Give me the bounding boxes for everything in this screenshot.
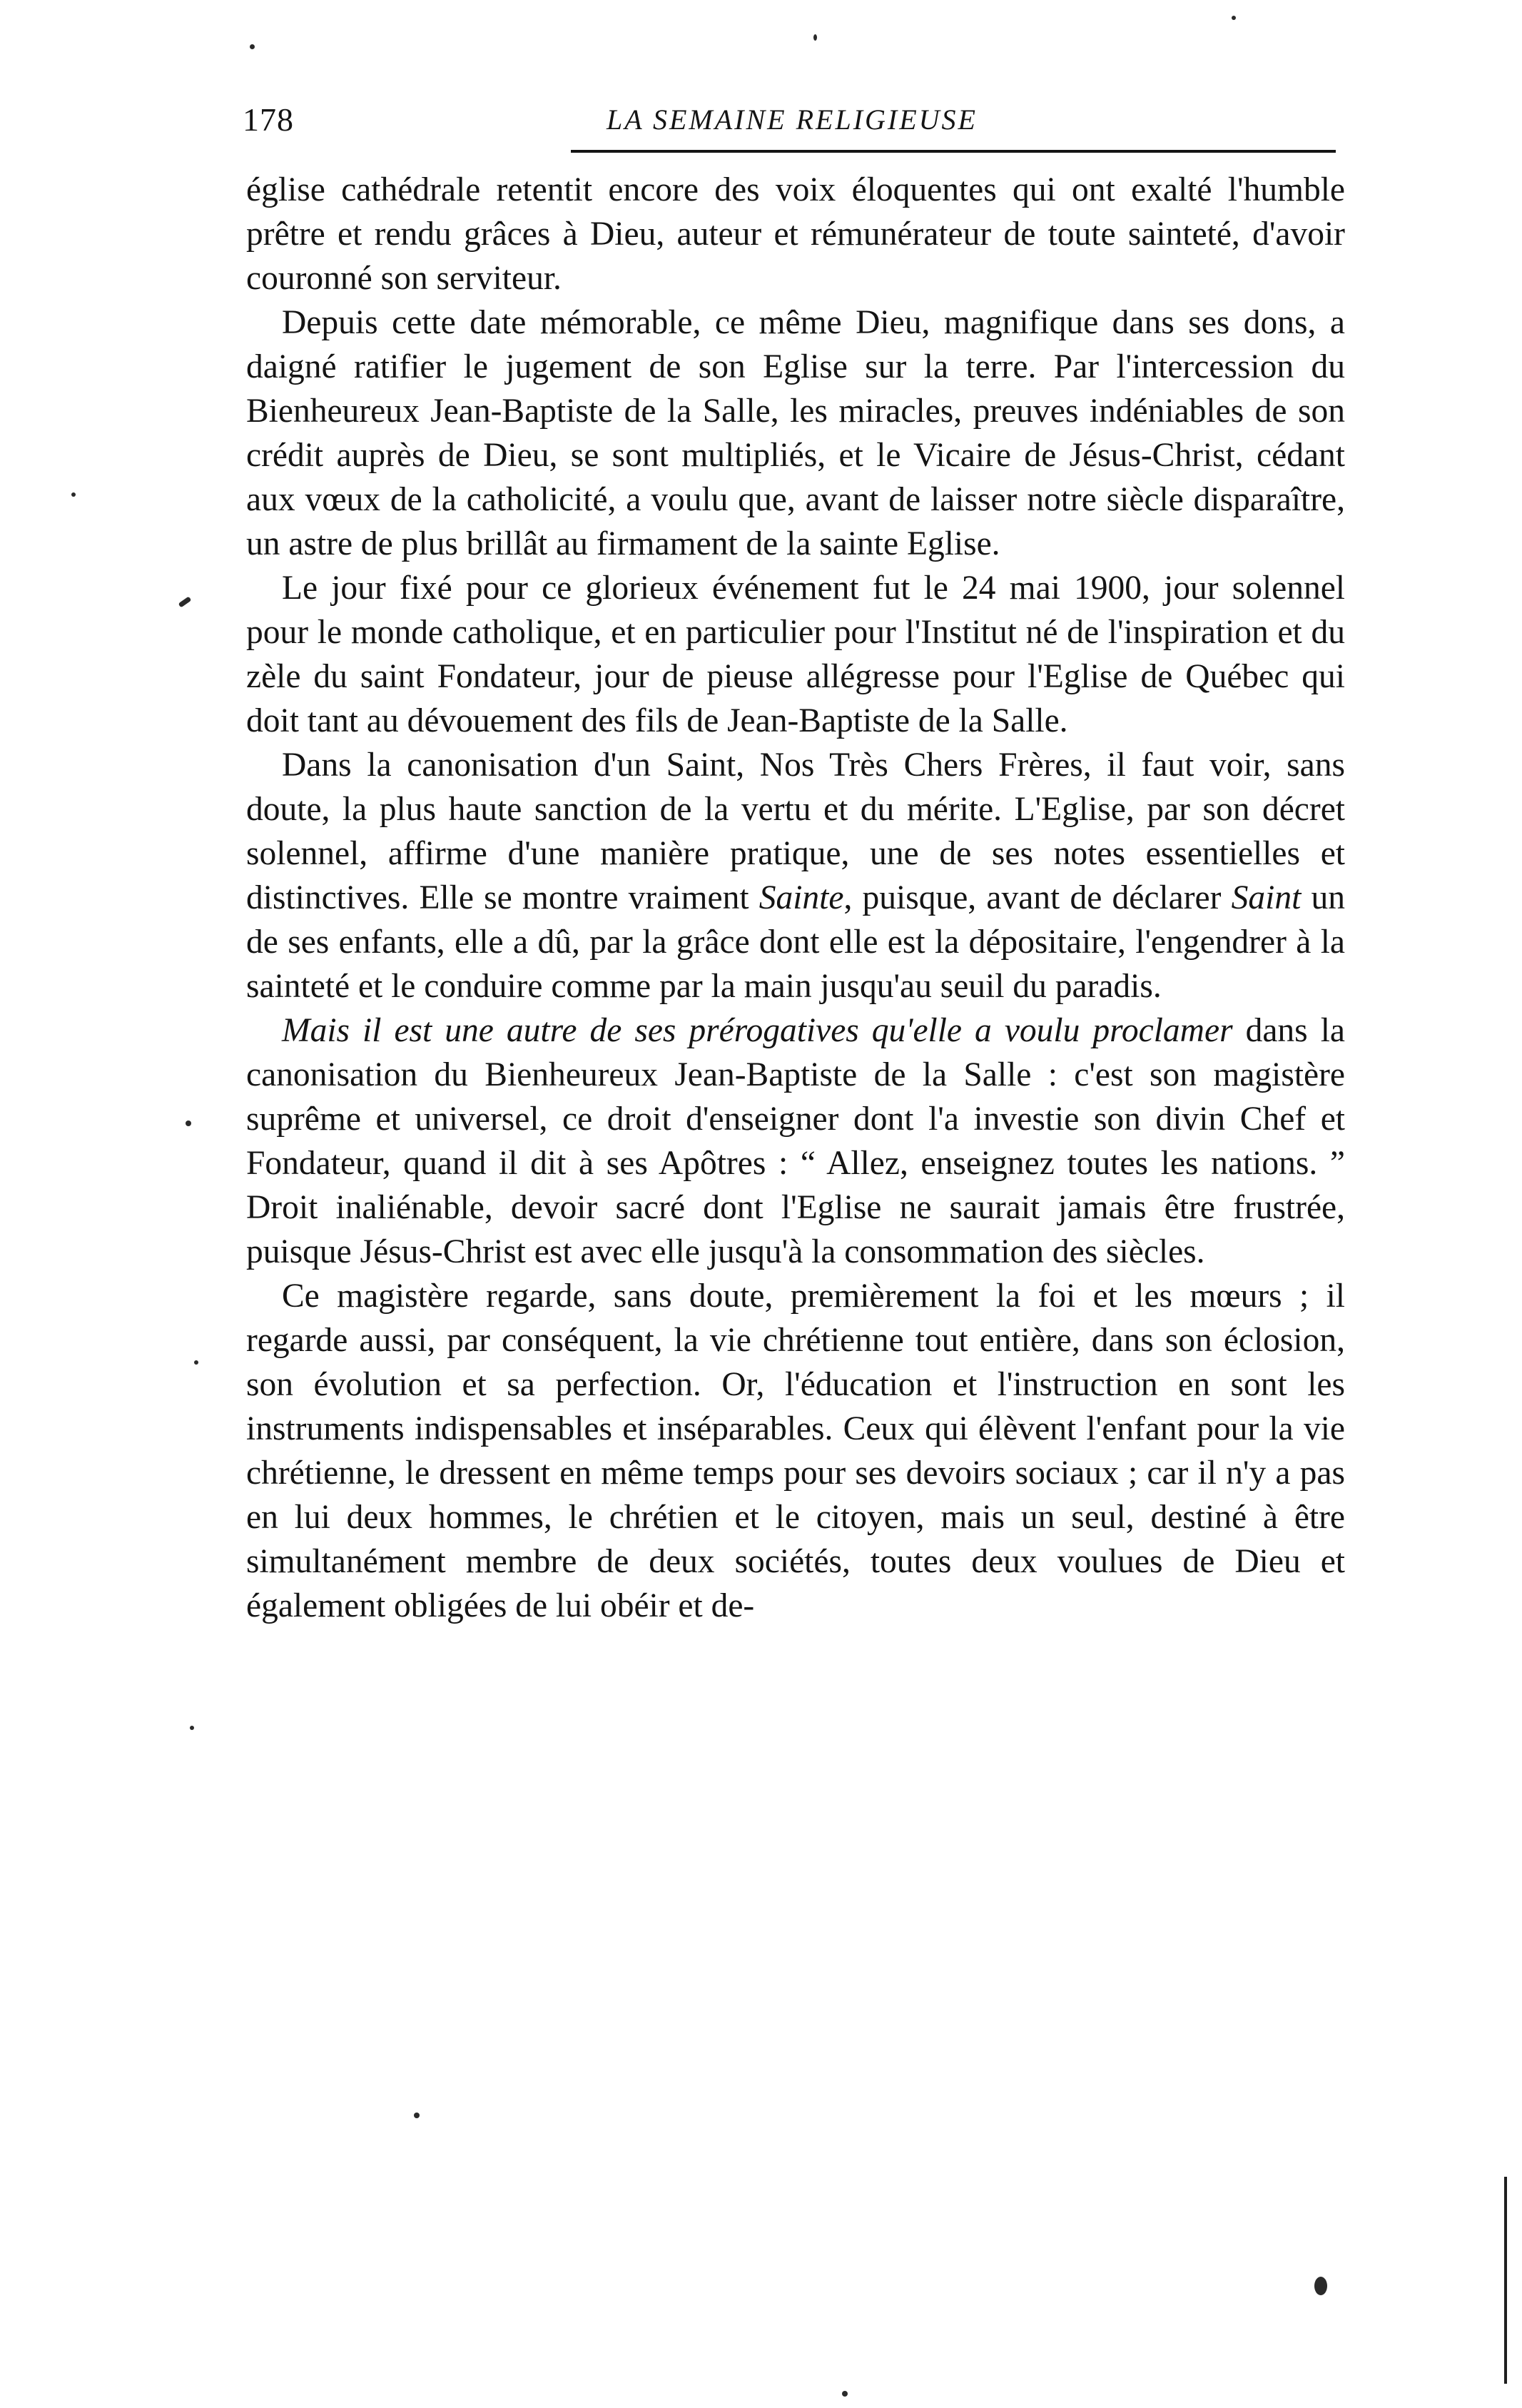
body-text <box>246 168 1345 1628</box>
text-run: église cathédrale retentit encore des voix éloquentes qui ont exalté l'humble prêtre et rendu grâces à Dieu, auteur et rémunérateur de toute sainteté, d'avoir couronné son serviteur. <box>246 171 1345 297</box>
page-header <box>243 91 1341 148</box>
italic-text: Sainte <box>759 879 844 916</box>
running-title: LA SEMAINE RELIGIEUSE <box>607 103 978 136</box>
text-run: un de ses enfants, elle a dû, par la grâce dont elle est la dépositaire, l'engendrer à la sainteté et le conduire comme par la main jusqu'au seuil du paradis. <box>246 879 1345 1005</box>
text-run: Depuis cette date mémorable, ce même Dieu, magnifique dans ses dons, a daigné ratifier le jugement de son Eglise sur la terre. Par l'intercession du Bienheureux Jean-Baptiste de la Salle, les miracles, preuves indéniables de son crédit auprès de Dieu, se sont multipliés, et le Vicaire de Jésus-Christ, cédant aux vœux de la catholicité, a voulu que, avant de laisser notre siècle disparaître, un astre de plus brillât au firmament de la sainte Eglise. <box>246 304 1345 562</box>
paragraph-2 <box>246 566 1345 743</box>
scan-speck <box>194 1360 198 1365</box>
scan-speck <box>178 596 192 607</box>
scan-speck <box>71 492 76 497</box>
text-run: , puisque, avant de déclarer <box>843 879 1232 916</box>
scan-speck <box>1314 2277 1327 2295</box>
paragraph-1 <box>246 300 1345 566</box>
scan-speck <box>190 1726 194 1730</box>
paragraph-4 <box>246 1008 1345 1274</box>
scan-speck <box>414 2113 420 2118</box>
text-run: Le jour fixé pour ce glorieux événement fut le 24 mai 1900, jour solennel pour le monde catholique, et en particulier pour l'Institut né de l'inspiration et du zèle du saint Fondateur, jour de pieuse allégresse pour l'Eglise de Québec qui doit tant au dévouement des fils de Jean-Baptiste de la Salle. <box>246 570 1345 739</box>
paragraph-3 <box>246 743 1345 1008</box>
scan-speck <box>813 34 817 41</box>
text-run: Ce magistère regarde, sans doute, premièrement la foi et les mœurs ; il regarde aussi, par conséquent, la vie chrétienne tout entière, dans son éclosion, son évolution et sa perfection. Or, l'éducation et l'instruction en sont les instruments indispensables et inséparables. Ceux qui élèvent l'enfant pour la vie chrétienne, le dressent en même temps pour ses devoirs sociaux ; car il n'y a pas en lui deux hommes, le chrétien et le citoyen, mais un seul, destiné à être simultanément membre de deux sociétés, toutes deux voulues de Dieu et également obligées de lui obéir et de- <box>246 1278 1345 1624</box>
scan-speck <box>842 2391 848 2397</box>
header-rule <box>571 150 1336 153</box>
page-number: 178 <box>243 101 294 138</box>
italic-text: Mais il est une autre de ses prérogatives qu'elle a voulu proclamer <box>282 1012 1233 1049</box>
scan-speck <box>1232 16 1236 20</box>
italic-text: Saint <box>1231 879 1302 916</box>
paragraph-5 <box>246 1274 1345 1628</box>
scan-speck <box>186 1120 191 1126</box>
scan-speck <box>250 44 255 49</box>
paragraph-0 <box>246 168 1345 300</box>
text-run: Dans la canonisation d'un Saint, Nos Très Chers Frères, il faut voir, sans doute, la plus haute sanction de la vertu et du mérite. L'Eglise, par son décret solennel, affirme d'une manière pratique, une de ses notes essentielles et distinctives. Elle se montre vraiment <box>246 747 1345 916</box>
scan-edge-line <box>1504 2177 1507 2384</box>
text-run: dans la canonisation du Bienheureux Jean-Baptiste de la Salle : c'est son magistère suprême et universel, ce droit d'enseigner dont l'a investie son divin Chef et Fondateur, quand il dit à ses Apôtres : “ Allez, enseignez toutes les nations. ” Droit inaliénable, devoir sacré dont l'Eglise ne saurait jamais être frustrée, puisque Jésus-Christ est avec elle jusqu'à la consommation des siècles. <box>246 1012 1345 1270</box>
